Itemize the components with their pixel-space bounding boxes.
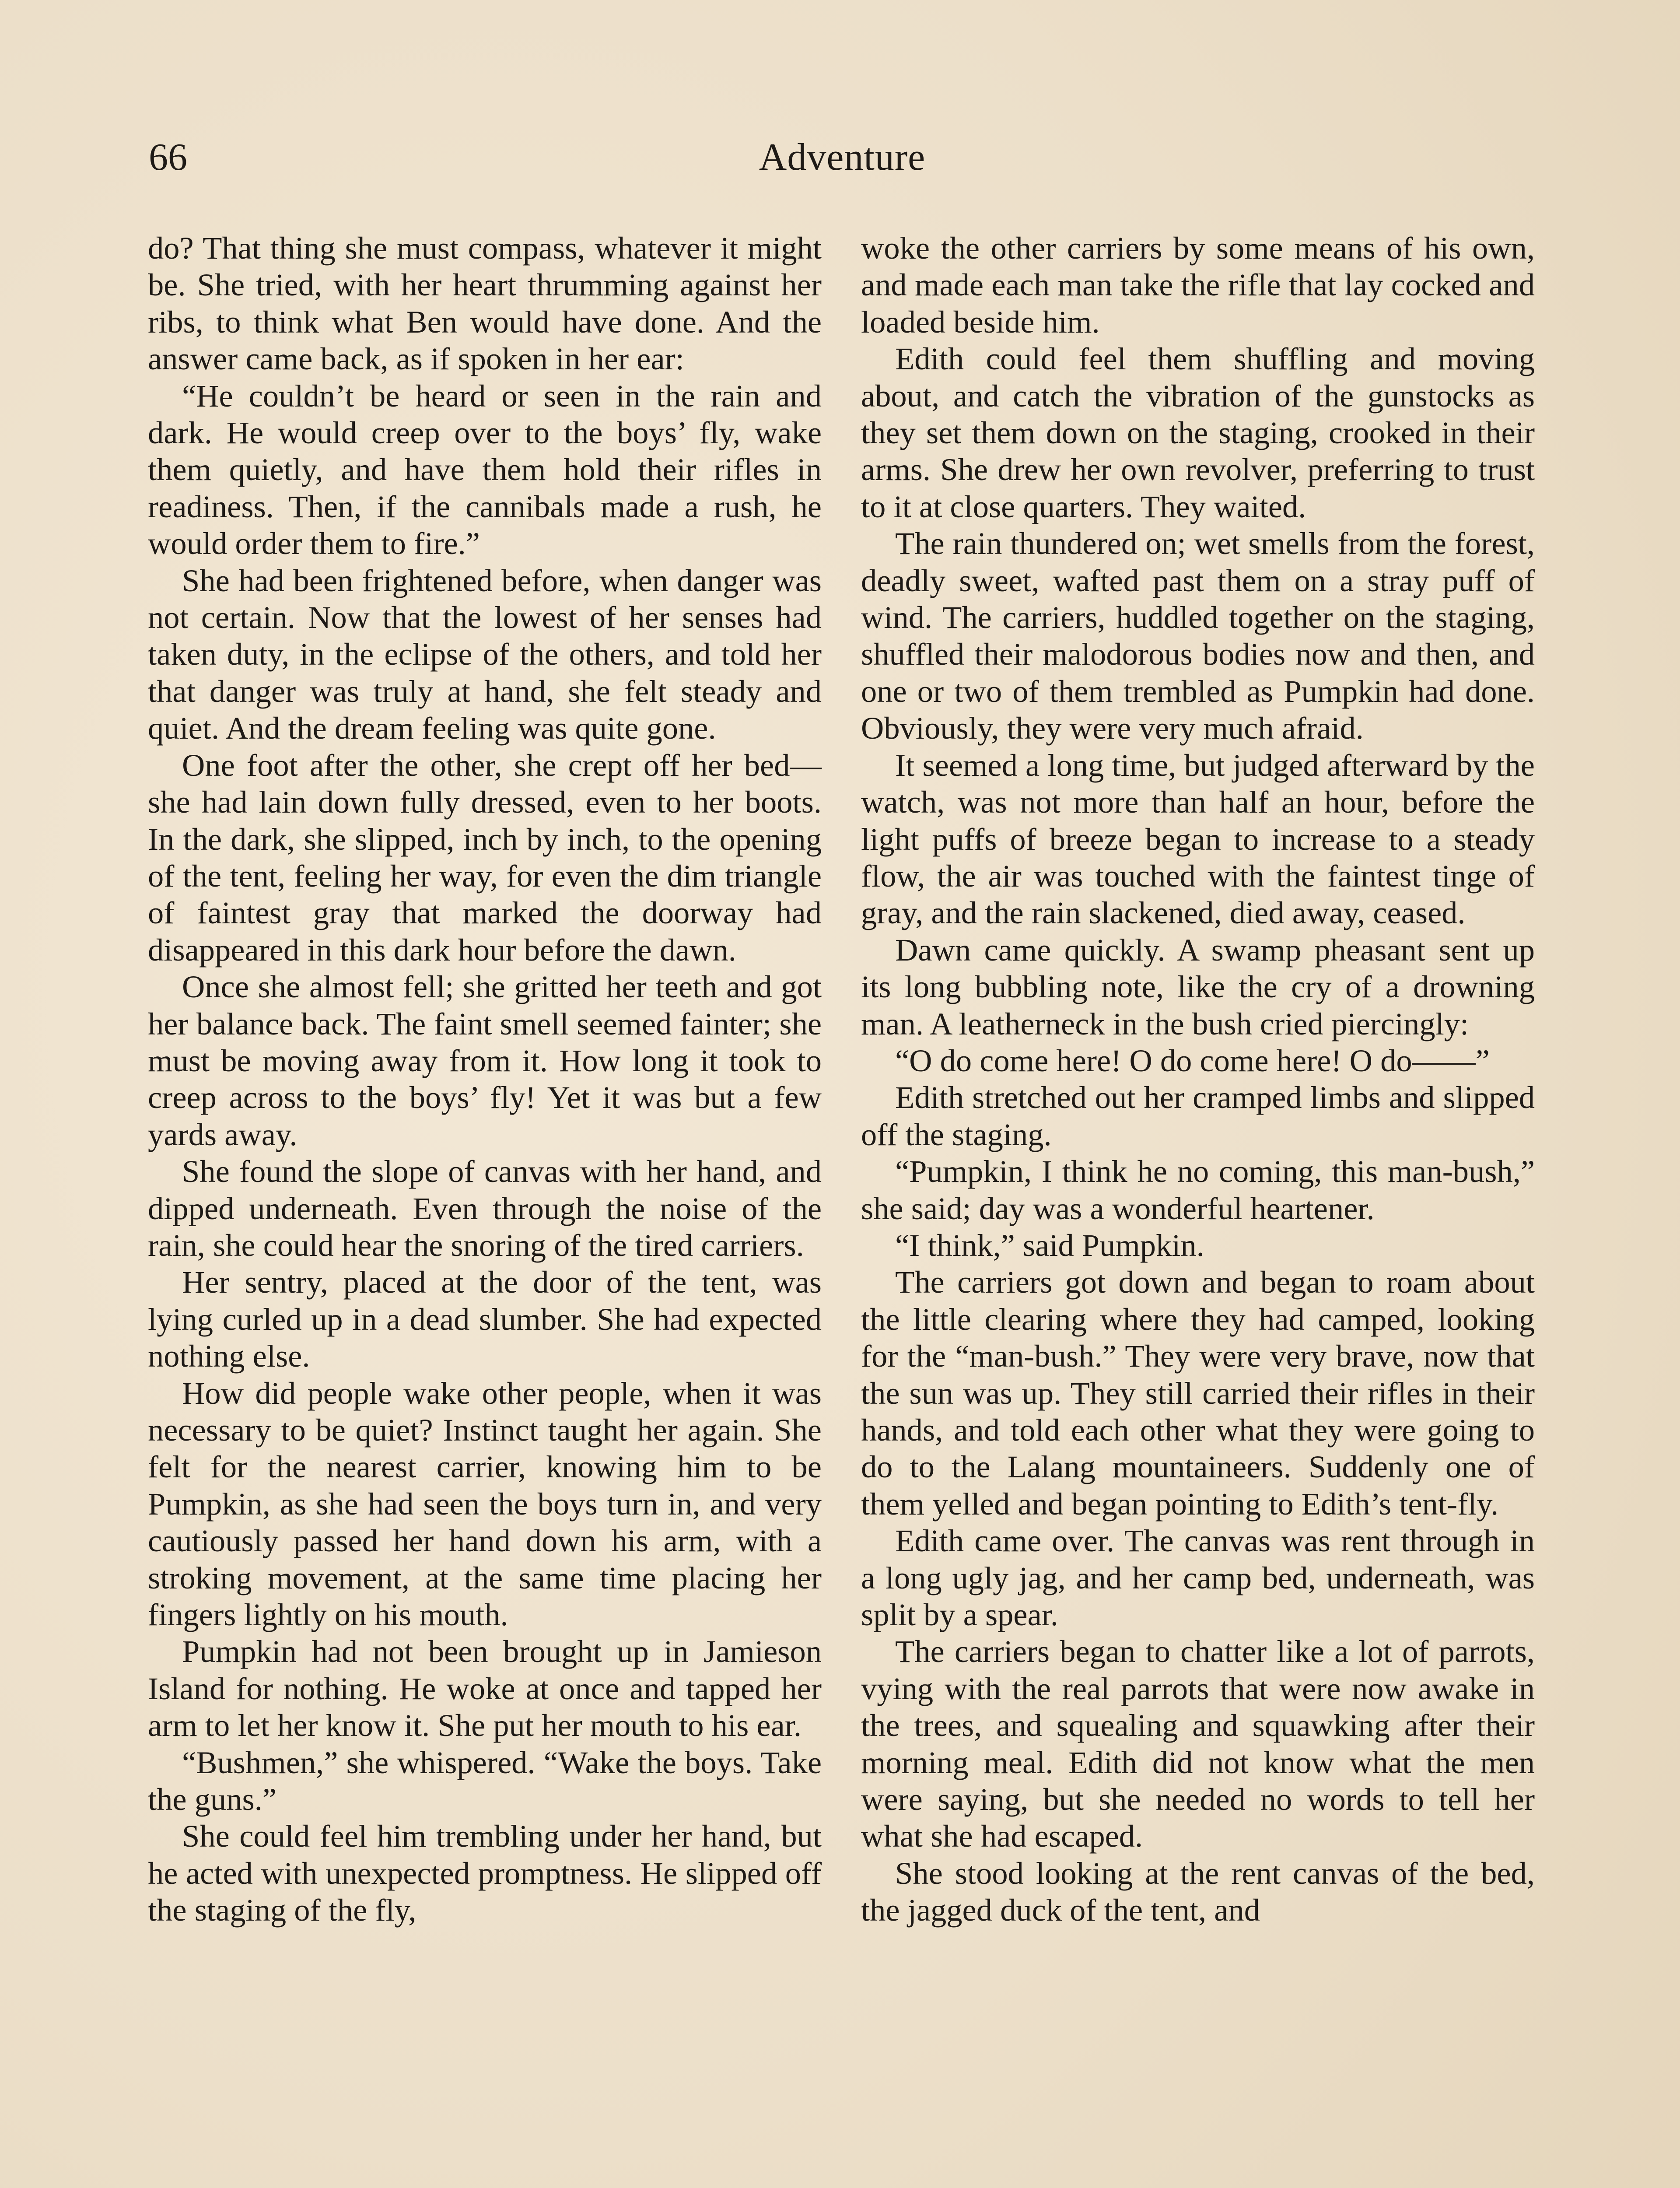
paragraph: She stood looking at the rent canvas of the bed, the jagged duck of the tent, and — [861, 1855, 1535, 1928]
page-header — [149, 127, 1536, 188]
paragraph: woke the other carriers by some means of his own, and made each man take the rifle that lay cocked and loaded beside him. — [861, 230, 1535, 340]
paragraph: The carriers began to chatter like a lot of parrots, vying with the real parrots that were now awake in the trees, and squealing and squawking after their morning meal. Edith did not know what the men were saying, but she needed no words to tell her what she had escaped. — [861, 1634, 1535, 1854]
paragraph: She could feel him trembling under her hand, but he acted with unexpected promptness. He slipped off the staging of the fly, — [148, 1818, 822, 1928]
paragraph: Edith could feel them shuffling and moving about, and catch the vibration of the gunstocks as they set them down on the staging, crooked in their arms. She drew her own revolver, preferring to trust to it at close quarters. They waited. — [861, 341, 1535, 524]
paragraph: One foot after the other, she crept off her bed—she had lain down fully dressed, even to her boots. In the dark, she slipped, inch by inch, to the opening of the tent, feeling her way, for even the dim triangle of faintest gray that marked the doorway had disappeared in this dark hour before the dawn. — [148, 747, 822, 968]
paragraph: Pumpkin had not been brought up in Jamieson Island for nothing. He woke at once and tapped her arm to let her know it. She put her mouth to his ear. — [148, 1634, 822, 1743]
page-number: 66 — [149, 136, 187, 179]
paragraph: Her sentry, placed at the door of the tent, was lying curled up in a dead slumber. She had expected nothing else. — [148, 1264, 822, 1374]
paragraph: She had been frightened before, when danger was not certain. Now that the lowest of her senses had taken duty, in the eclipse of the others, and told her that danger was truly at hand, she felt steady and quiet. And the dream feeling was quite gone. — [148, 562, 822, 746]
paragraph: The rain thundered on; wet smells from the forest, deadly sweet, wafted past them on a stray puff of wind. The carriers, huddled together on the staging, shuffled their malodorous bodies now and then, and one or two of them trembled as Pumpkin had done. Obviously, they were very much afraid. — [861, 526, 1535, 746]
paragraph: Edith came over. The canvas was rent through in a long ugly jag, and her camp bed, underneath, was split by a spear. — [861, 1523, 1535, 1633]
right-column — [861, 230, 1535, 1929]
paragraph: do? That thing she must compass, whatever it might be. She tried, with her heart thrumming against her ribs, to think what Ben would have done. And the answer came back, as if spoken in her ear: — [148, 230, 822, 377]
paragraph: Once she almost fell; she gritted her teeth and got her balance back. The faint smell seemed fainter; she must be moving away from it. How long it took to creep across to the boys’ fly! Yet it was but a few yards away. — [148, 969, 822, 1152]
paragraph: The carriers got down and began to roam about the little clearing where they had camped, looking for the “man-bush.” They were very brave, now that the sun was up. They still carried their rifles in their hands, and told each other what they were going to do to the Lalang mountaineers. Suddenly one of them yelled and began pointing to Edith’s tent-fly. — [861, 1264, 1535, 1522]
paragraph: “He couldn’t be heard or seen in the rain and dark. He would creep over to the boys’ fly, wake them quietly, and have them hold their rifles in readiness. Then, if the cannibals made a rush, he would order them to fire.” — [148, 378, 822, 561]
paragraph: It seemed a long time, but judged afterward by the watch, was not more than half an hour, before the light puffs of breeze began to increase to a steady flow, the air was touched with the faintest tinge of gray, and the rain slackened, died away, ceased. — [861, 747, 1535, 931]
left-column — [148, 230, 822, 1929]
paragraph: “Pumpkin, I think he no coming, this man-bush,” she said; day was a wonderful heartener. — [861, 1154, 1535, 1226]
paragraph: Edith stretched out her cramped limbs and slipped off the staging. — [861, 1080, 1535, 1152]
paragraph: “O do come here! O do come here! O do——” — [895, 1042, 1490, 1078]
paragraph: Dawn came quickly. A swamp pheasant sent up its long bubbling note, like the cry of a drowning man. A leatherneck in the bush cried piercingly: — [861, 932, 1535, 1041]
running-title: Adventure — [759, 136, 926, 179]
paragraph: How did people wake other people, when it was necessary to be quiet? Instinct taught her again. She felt for the nearest carrier, knowing him to be Pumpkin, as she had seen the boys turn in, and very cautiously passed her hand down his arm, with a stroking movement, at the same time placing her fingers lightly on his mouth. — [148, 1375, 822, 1633]
paragraph: “I think,” said Pumpkin. — [895, 1227, 1204, 1263]
paragraph: She found the slope of canvas with her hand, and dipped underneath. Even through the noise of the rain, she could hear the snoring of the tired carriers. — [148, 1154, 822, 1263]
paragraph: “Bushmen,” she whispered. “Wake the boys. Take the guns.” — [148, 1744, 822, 1817]
